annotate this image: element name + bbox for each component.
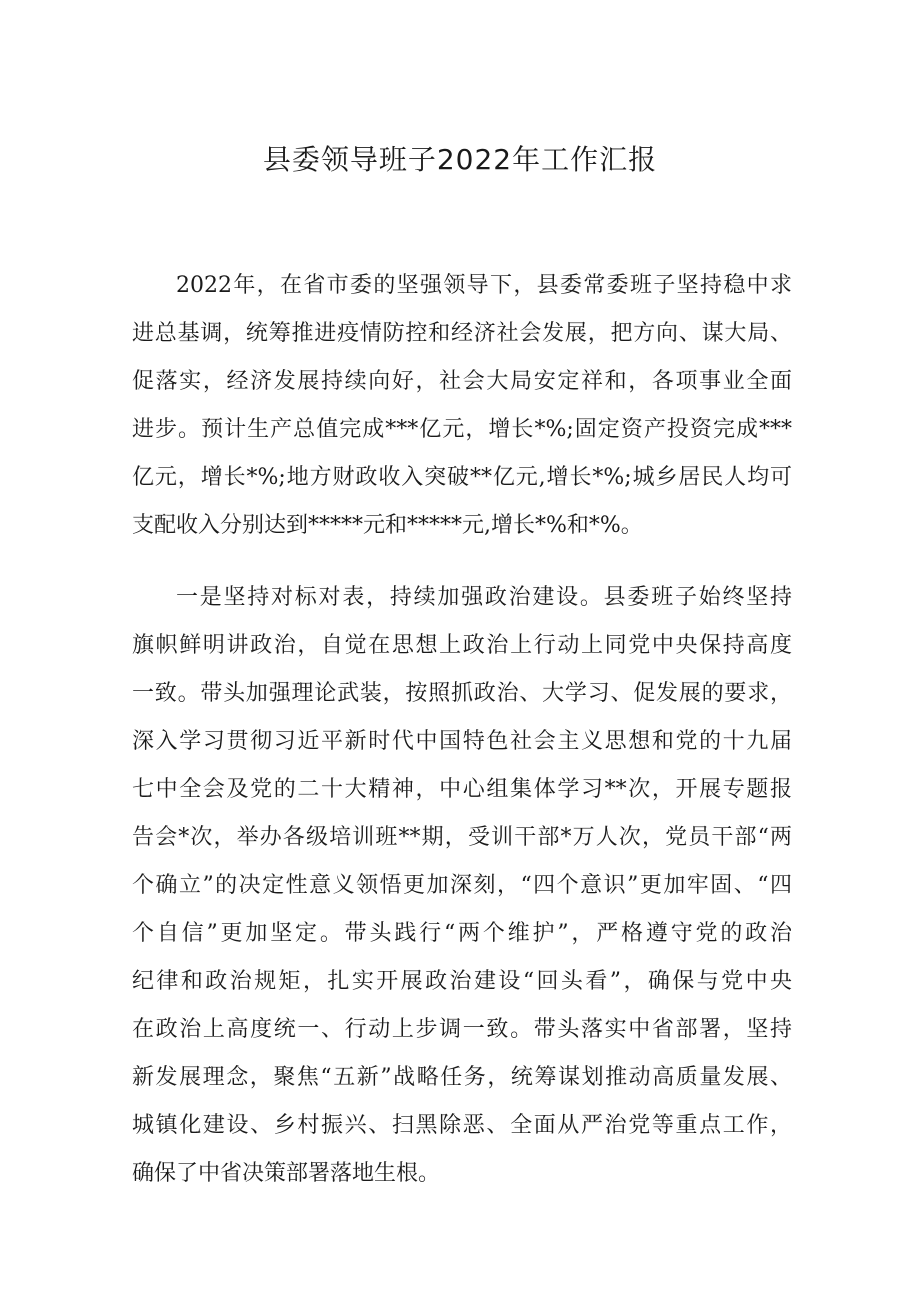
paragraph-line: 七中全会及党的二十大精神，中心组集体学习**次，开展专题报 (132, 777, 792, 802)
paragraph-line: 城镇化建设、乡村振兴、扫黑除恶、全面从严治党等重点工作， (132, 1113, 792, 1138)
paragraph-line: 支配收入分别达到*****元和*****元,增长*%和*%。 (132, 513, 643, 538)
document-title: 县委领导班子2022年工作汇报 (262, 143, 658, 176)
paragraph-line: 新发展理念，聚焦“五新”战略任务，统筹谋划推动高质量发展、 (132, 1065, 792, 1090)
paragraph-line: 促落实，经济发展持续向好，社会大局安定祥和，各项事业全面 (132, 369, 792, 394)
paragraph-line: 深入学习贯彻习近平新时代中国特色社会主义思想和党的十九届 (132, 729, 792, 754)
paragraph-line: 个确立”的决定性意义领悟更加深刻，“四个意识”更加牢固、“四 (132, 873, 792, 898)
paragraph-line: 确保了中省决策部署落地生根。 (132, 1161, 441, 1186)
paragraph-line: 在政治上高度统一、行动上步调一致。带头落实中省部署，坚持 (132, 1017, 792, 1042)
paragraph-summary (132, 262, 792, 550)
paragraph-line: 旗帜鲜明讲政治，自觉在思想上政治上行动上同党中央保持高度 (132, 633, 792, 658)
paragraph-line: 进步。预计生产总值完成***亿元，增长*%;固定资产投资完成*** (132, 417, 792, 442)
paragraph-line: 一是坚持对标对表，持续加强政治建设。县委班子始终坚持 (176, 585, 792, 610)
paragraph-line: 个自信”更加坚定。带头践行“两个维护”，严格遵守党的政治 (132, 921, 792, 946)
paragraph-political-building (132, 574, 792, 1198)
paragraph-line: 亿元，增长*%;地方财政收入突破**亿元,增长*%;城乡居民人均可 (132, 465, 792, 490)
paragraph-line: 告会*次，举办各级培训班**期，受训干部*万人次，党员干部“两 (132, 825, 792, 850)
paragraph-line: 纪律和政治规矩，扎实开展政治建设“回头看”，确保与党中央 (132, 969, 792, 994)
paragraph-line: 一致。带头加强理论武装，按照抓政治、大学习、促发展的要求， (132, 681, 792, 706)
paragraph-line: 进总基调，统筹推进疫情防控和经济社会发展，把方向、谋大局、 (132, 321, 792, 346)
paragraph-line: 2022年，在省市委的坚强领导下，县委常委班子坚持稳中求 (176, 273, 792, 298)
